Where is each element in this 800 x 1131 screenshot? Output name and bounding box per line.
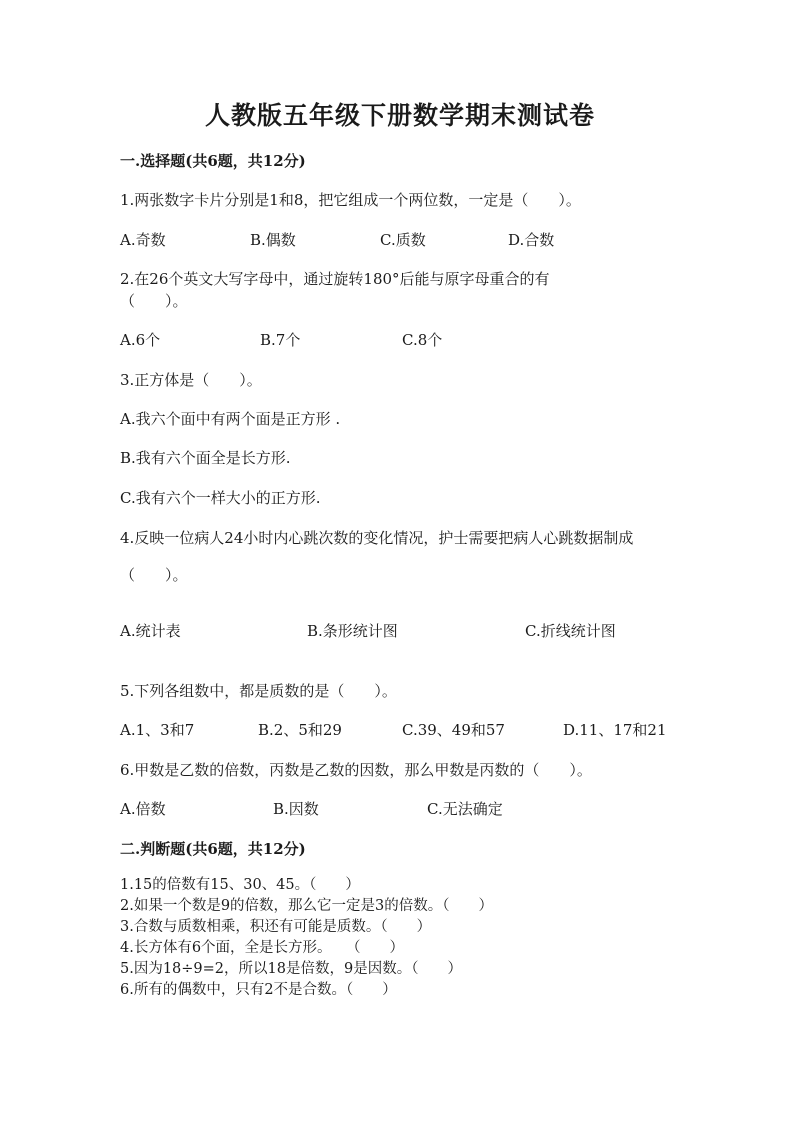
q2-option-c[interactable]: C.8个 [402, 331, 443, 349]
question-6-stem: 6.甲数是乙数的倍数，丙数是乙数的因数，那么甲数是丙数的（ ）。 [120, 761, 592, 779]
question-3-stem: 3.正方体是（ ）。 [120, 371, 262, 389]
q3-option-c[interactable]: C.我有六个一样大小的正方形. [120, 489, 321, 507]
judge-item-3: 3.合数与质数相乘，积还有可能是质数。（ ） [120, 919, 432, 935]
q1-option-a[interactable]: A.奇数 [120, 231, 166, 249]
section-heading-choice: 一.选择题(共6题，共12分) [120, 152, 306, 170]
question-4-stem: 4.反映一位病人24小时内心跳次数的变化情况，护士需要把病人心跳数据制成 [120, 529, 634, 547]
question-2-stem: 2.在26个英文大写字母中，通过旋转180°后能与原字母重合的有 [120, 270, 550, 288]
q2-option-b[interactable]: B.7个 [260, 331, 301, 349]
judge-item-6: 6.所有的偶数中，只有2不是合数。（ ） [120, 982, 397, 998]
q4-option-b[interactable]: B.条形统计图 [307, 622, 398, 640]
q5-option-b[interactable]: B.2、5和29 [258, 721, 342, 739]
question-4-stem-cont: （ ）。 [120, 566, 188, 584]
q5-option-a[interactable]: A.1、3和7 [120, 721, 195, 739]
page-title: 人教版五年级下册数学期末测试卷 [204, 101, 595, 130]
q1-option-b[interactable]: B.偶数 [250, 231, 296, 249]
judge-item-4: 4.长方体有6个面，全是长方形。 （ ） [120, 940, 405, 956]
q6-option-c[interactable]: C.无法确定 [427, 800, 503, 818]
q1-option-d[interactable]: D.合数 [508, 231, 555, 249]
judge-item-2: 2.如果一个数是9的倍数，那么它一定是3的倍数。（ ） [120, 898, 494, 914]
judge-item-1: 1.15的倍数有15、30、45。（ ） [120, 877, 360, 893]
q4-option-c[interactable]: C.折线统计图 [525, 622, 616, 640]
q5-option-c[interactable]: C.39、49和57 [402, 721, 505, 739]
q5-option-d[interactable]: D.11、17和21 [563, 721, 667, 739]
judge-item-5: 5.因为18÷9=2，所以18是倍数，9是因数。（ ） [120, 961, 462, 977]
q6-option-a[interactable]: A.倍数 [120, 800, 166, 818]
q3-option-b[interactable]: B.我有六个面全是长方形. [120, 449, 291, 467]
q2-option-a[interactable]: A.6个 [120, 331, 161, 349]
question-5-stem: 5.下列各组数中，都是质数的是（ ）。 [120, 682, 397, 700]
question-2-stem-cont: （ ）。 [120, 292, 188, 310]
q4-option-a[interactable]: A.统计表 [120, 622, 181, 640]
q1-option-c[interactable]: C.质数 [380, 231, 426, 249]
q3-option-a[interactable]: A.我六个面中有两个面是正方形 . [120, 410, 341, 428]
q6-option-b[interactable]: B.因数 [273, 800, 319, 818]
section-heading-judge: 二.判断题(共6题，共12分) [120, 840, 306, 858]
question-1-stem: 1.两张数字卡片分别是1和8，把它组成一个两位数，一定是（ ）。 [120, 191, 581, 209]
